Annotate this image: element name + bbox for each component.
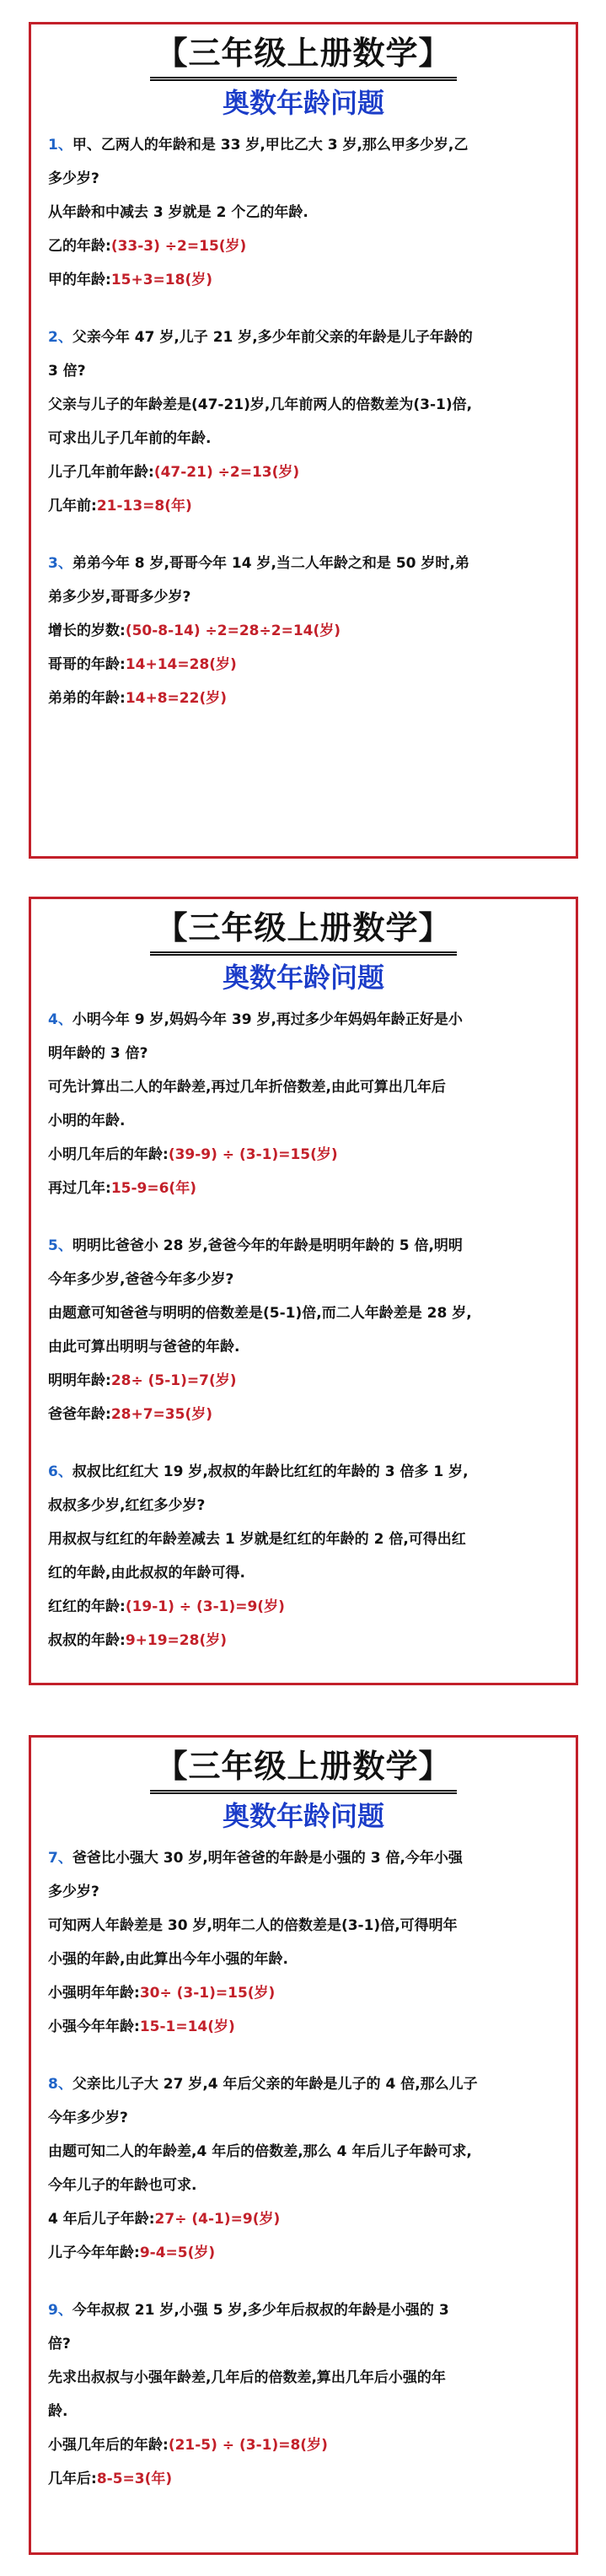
worksheet-title: 【三年级上册数学】: [150, 1748, 456, 1794]
worksheet-subtitle: 奥数年龄问题: [222, 86, 384, 119]
formula-line: [48, 682, 555, 715]
question-line: [48, 1841, 555, 1875]
formula-label: 红红的年龄:: [48, 1598, 126, 1615]
formula-line: [48, 1590, 555, 1624]
question-text: 多少岁?: [48, 170, 99, 187]
problem-item: [48, 1229, 555, 1431]
formula-answer: (50-8-14) ÷2=28÷2=14(岁): [125, 622, 341, 639]
formula-answer: 15-9=6(年): [110, 1179, 196, 1197]
formula-answer: 21-13=8(年): [96, 497, 192, 515]
question-text: 叔叔比红红大 19 岁,叔叔的年龄比红红的年龄的 3 倍多 1 岁,: [72, 1463, 469, 1480]
formula-label: 小强明年年龄:: [48, 1984, 140, 2002]
question-line: [48, 2101, 555, 2135]
question-text: 倍?: [48, 2335, 71, 2352]
formula-answer: 28+7=35(岁): [110, 1405, 212, 1423]
question-text: 今年多少岁,爸爸今年多少岁?: [48, 1270, 234, 1288]
formula-label: 弟弟的年龄:: [48, 689, 126, 707]
problem-item: [48, 1841, 555, 2044]
question-text: 父亲今年 47 岁,儿子 21 岁,多少年前父亲的年龄是儿子年龄的: [72, 328, 473, 346]
formula-answer: 27÷ (4-1)=9(岁): [154, 2210, 281, 2228]
question-text: 明年龄的 3 倍?: [48, 1044, 148, 1062]
question-text: 明明比爸爸小 28 岁,爸爸今年的年龄是明明年龄的 5 倍,明明: [72, 1237, 463, 1254]
formula-label: 几年前:: [48, 497, 97, 515]
formula-line: [48, 2202, 555, 2236]
formula-label: 明明年龄:: [48, 1372, 111, 1389]
worksheet-card: [29, 897, 578, 1685]
problem-item: [48, 1455, 555, 1657]
formula-line: [48, 2462, 555, 2496]
question-line: [48, 2067, 555, 2101]
formula-label: 儿子今年年龄:: [48, 2244, 140, 2261]
question-text: 甲、乙两人的年龄和是 33 岁,甲比乙大 3 岁,那么甲多少岁,乙: [72, 136, 469, 154]
explanation-line: 父亲与儿子的年龄差是(47-21)岁,几年前两人的倍数差为(3-1)倍,: [48, 396, 473, 413]
question-text: 弟弟今年 8 岁,哥哥今年 14 岁,当二人年龄之和是 50 岁时,弟: [72, 554, 469, 572]
problem-item: [48, 128, 555, 297]
question-line: [48, 1229, 555, 1263]
formula-label: 哥哥的年龄:: [48, 655, 126, 673]
question-line: [48, 321, 555, 354]
formula-answer: 9+19=28(岁): [125, 1631, 227, 1649]
formula-label: 小强今年年龄:: [48, 2018, 140, 2035]
formula-answer: (33-3) ÷2=15(岁): [110, 237, 247, 255]
formula-answer: 15-1=14(岁): [139, 2018, 235, 2035]
formula-answer: (39-9) ÷ (3-1)=15(岁): [168, 1145, 338, 1163]
worksheet-card: [29, 1735, 578, 2555]
problem-number: 1、: [48, 136, 72, 154]
formula-label: 甲的年龄:: [48, 271, 111, 288]
question-line: [48, 128, 555, 162]
formula-label: 4 年后儿子年龄:: [48, 2210, 155, 2228]
question-text: 爸爸比小强大 30 岁,明年爸爸的年龄是小强的 3 倍,今年小强: [72, 1849, 463, 1867]
formula-line: [48, 455, 555, 489]
formula-answer: 30÷ (3-1)=15(岁): [139, 1984, 276, 2002]
formula-label: 几年后:: [48, 2470, 97, 2487]
question-text: 弟多少岁,哥哥多少岁?: [48, 588, 191, 606]
formula-label: 乙的年龄:: [48, 237, 111, 255]
formula-answer: (47-21) ÷2=13(岁): [153, 463, 300, 481]
question-text: 小明今年 9 岁,妈妈今年 39 岁,再过多少年妈妈年龄正好是小: [72, 1010, 463, 1028]
question-line: [48, 1489, 555, 1522]
formula-line: [48, 1172, 555, 1205]
problem-item: [48, 547, 555, 715]
formula-line: [48, 2428, 555, 2462]
formula-label: 儿子几年前年龄:: [48, 463, 154, 481]
formula-line: [48, 263, 555, 297]
formula-line: [48, 1138, 555, 1172]
formula-answer: 15+3=18(岁): [110, 271, 212, 288]
formula-label: 小明几年后的年龄:: [48, 1145, 169, 1163]
question-text: 今年多少岁?: [48, 2109, 128, 2126]
explanation-line: 从年龄和中减去 3 岁就是 2 个乙的年龄.: [48, 203, 308, 221]
explanation-line: 先求出叔叔与小强年龄差,几年后的倍数差,算出几年后小强的年: [48, 2369, 446, 2386]
explanation-line: 小明的年龄.: [48, 1112, 126, 1129]
formula-answer: 8-5=3(年): [96, 2470, 173, 2487]
formula-label: 叔叔的年龄:: [48, 1631, 126, 1649]
formula-line: [48, 229, 555, 263]
formula-answer: 28÷ (5-1)=7(岁): [110, 1372, 237, 1389]
formula-label: 小强几年后的年龄:: [48, 2436, 169, 2454]
formula-answer: 14+14=28(岁): [125, 655, 237, 673]
explanation-line: 可求出儿子几年前的年龄.: [48, 429, 212, 447]
formula-line: [48, 1624, 555, 1657]
question-line: [48, 2327, 555, 2361]
worksheet-card: [29, 22, 578, 859]
question-text: 父亲比儿子大 27 岁,4 年后父亲的年龄是儿子的 4 倍,那么儿子: [72, 2075, 478, 2093]
problem-list: [31, 1003, 576, 1657]
problem-number: 9、: [48, 2301, 72, 2319]
problem-number: 7、: [48, 1849, 72, 1867]
formula-line: [48, 648, 555, 682]
explanation-line: 龄.: [48, 2402, 68, 2420]
formula-line: [48, 1398, 555, 1431]
card-header: [31, 24, 576, 120]
formula-answer: 9-4=5(岁): [139, 2244, 216, 2261]
problem-number: 2、: [48, 328, 72, 346]
formula-line: [48, 489, 555, 523]
worksheet-subtitle: 奥数年龄问题: [222, 961, 384, 994]
card-header: [31, 1738, 576, 1833]
explanation-line: 小强的年龄,由此算出今年小强的年龄.: [48, 1950, 288, 1968]
problem-number: 6、: [48, 1463, 72, 1480]
question-text: 3 倍?: [48, 362, 86, 380]
explanation-line: 今年儿子的年龄也可求.: [48, 2176, 197, 2194]
question-line: [48, 1875, 555, 1909]
question-line: [48, 547, 555, 580]
problem-number: 8、: [48, 2075, 72, 2093]
question-text: 多少岁?: [48, 1883, 99, 1900]
explanation-line: 由题意可知爸爸与明明的倍数差是(5-1)倍,而二人年龄差是 28 岁,: [48, 1304, 472, 1322]
formula-line: [48, 2010, 555, 2044]
formula-answer: 14+8=22(岁): [125, 689, 227, 707]
question-text: 叔叔多少岁,红红多少岁?: [48, 1496, 206, 1514]
explanation-line: 由此可算出明明与爸爸的年龄.: [48, 1338, 240, 1355]
formula-answer: (19-1) ÷ (3-1)=9(岁): [125, 1598, 285, 1615]
explanation-line: 用叔叔与红红的年龄差减去 1 岁就是红红的年龄的 2 倍,可得出红: [48, 1530, 466, 1548]
question-line: [48, 580, 555, 614]
problem-list: [31, 128, 576, 715]
question-line: [48, 2293, 555, 2327]
question-line: [48, 1263, 555, 1296]
problem-item: [48, 321, 555, 523]
question-line: [48, 1455, 555, 1489]
question-text: 今年叔叔 21 岁,小强 5 岁,多少年后叔叔的年龄是小强的 3: [72, 2301, 449, 2319]
question-line: [48, 1037, 555, 1070]
formula-line: [48, 2236, 555, 2270]
formula-line: [48, 1976, 555, 2010]
explanation-line: 由题可知二人的年龄差,4 年后的倍数差,那么 4 年后儿子年龄可求,: [48, 2142, 472, 2160]
problem-number: 4、: [48, 1010, 72, 1028]
question-line: [48, 354, 555, 388]
question-line: [48, 1003, 555, 1037]
formula-answer: (21-5) ÷ (3-1)=8(岁): [168, 2436, 328, 2454]
problem-item: [48, 2293, 555, 2496]
formula-label: 增长的岁数:: [48, 622, 126, 639]
explanation-line: 红的年龄,由此叔叔的年龄可得.: [48, 1564, 245, 1582]
problem-number: 3、: [48, 554, 72, 572]
formula-label: 爸爸年龄:: [48, 1405, 111, 1423]
explanation-line: 可知两人年龄差是 30 岁,明年二人的倍数差是(3-1)倍,可得明年: [48, 1916, 458, 1934]
worksheet-subtitle: 奥数年龄问题: [222, 1799, 384, 1832]
worksheet-title: 【三年级上册数学】: [150, 909, 456, 956]
problem-number: 5、: [48, 1237, 72, 1254]
worksheet-title: 【三年级上册数学】: [150, 35, 456, 81]
formula-line: [48, 614, 555, 648]
formula-label: 再过几年:: [48, 1179, 111, 1197]
problem-item: [48, 1003, 555, 1205]
question-line: [48, 162, 555, 196]
problem-list: [31, 1841, 576, 2496]
formula-line: [48, 1364, 555, 1398]
explanation-line: 可先计算出二人的年龄差,再过几年折倍数差,由此可算出几年后: [48, 1078, 446, 1096]
problem-item: [48, 2067, 555, 2270]
card-header: [31, 899, 576, 994]
